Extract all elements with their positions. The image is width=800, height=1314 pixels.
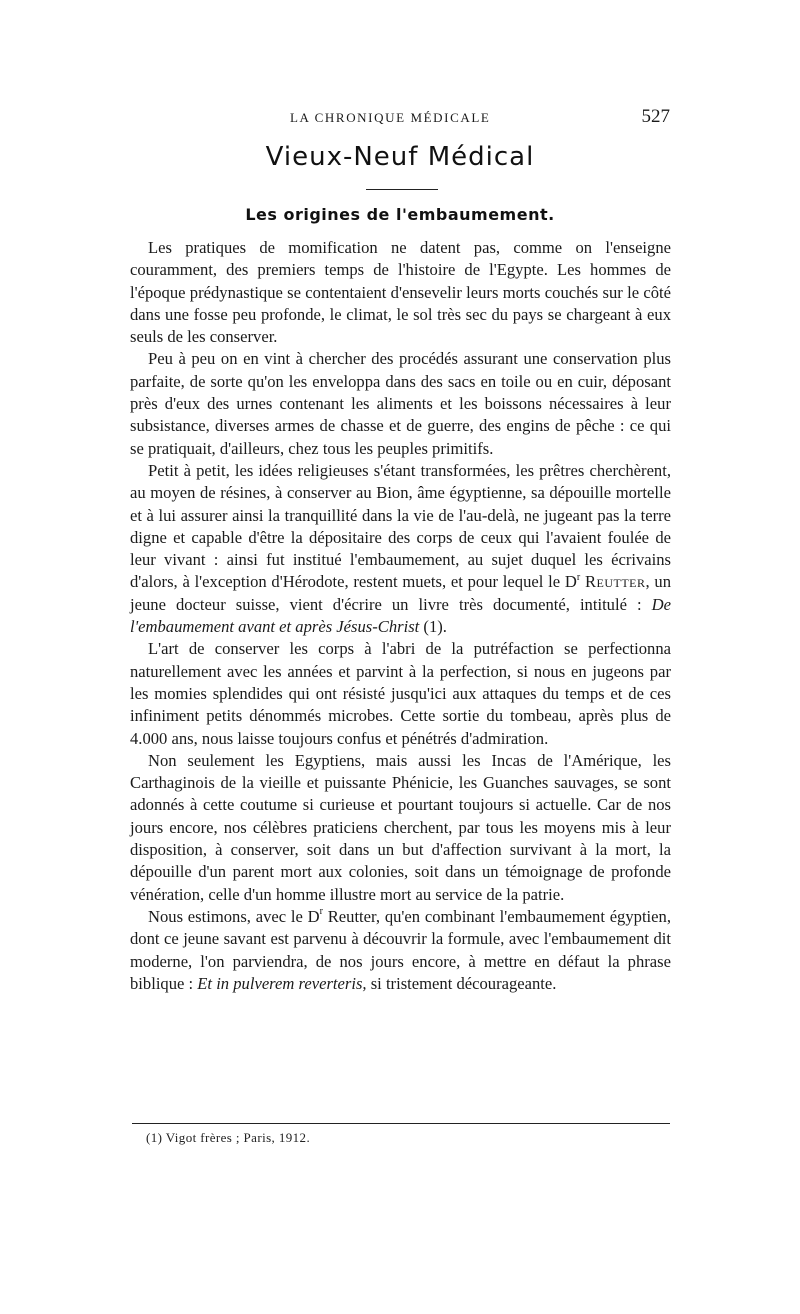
article-body (130, 237, 671, 995)
running-title: LA CHRONIQUE MÉDICALE (290, 110, 491, 125)
latin-quote: Et in pulverem reverteris, (197, 973, 367, 993)
author-name: Reutter (584, 572, 646, 592)
footnote-reference: (1). (419, 617, 447, 637)
book-title: De l'embaumement avant et après Jésus-Christ (130, 594, 671, 637)
paragraph-2: Peu à peu on en vint à chercher des procédés assurant une conservation plus parfaite, de sorte qu'on les enveloppa dans des sacs en toile ou en cuir, déposant près d'eux des urnes contenant les aliments et les boissons nécessaires à leur subsistance, diverses armes de chasse et de guerre, des engins de pêche : ce qui se pratiquait, d'ailleurs, chez tous les peuples primitifs. (130, 349, 671, 458)
paragraph-4: L'art de conserver les corps à l'abri de la putréfaction se perfectionna naturellement avec les années et parvint à la perfection, si nous en jugeons par les momies splendides qui ont résisté jusqu'ici aux attaques du temps et de ces infiniment petits dénommés microbes. Cette sortie du tombeau, après plus de 4.000 ans, nous laisse toujours confus et pénétrés d'admiration. (130, 639, 671, 748)
paragraph-3 (130, 460, 671, 638)
paragraph-6-text-c: si tristement décourageante. (366, 973, 557, 993)
paragraph-5: Non seulement les Egyptiens, mais aussi les Incas de l'Amérique, les Carthaginois de la vieille et puissante Phénicie, les Guanches sauvages, se sont adonnés à cette coutume si curieuse et pourtant toujours si actuelle. Car de nos jours encore, nos célèbres praticiens cherchent, par tous les moyens mis à leur disposition, à conserver, soit dans un but d'affection survivant à la mort, la dépouille d'un parent mort aux colonies, soit dans un témoignage de profonde vénération, celle d'un homme illustre mort au service de la patrie. (130, 750, 671, 904)
doctor-abbrev-superscript: r (576, 571, 581, 583)
page-number: 527 (641, 106, 670, 127)
running-head (130, 106, 670, 130)
paragraph-6-text-a: Nous estimons, avec le D (148, 906, 320, 926)
title-rule (366, 189, 438, 190)
paragraph-1: Les pratiques de momification ne datent pas, comme on l'enseigne couramment, des premiers temps de l'histoire de l'Egypte. Les hommes de l'époque prédynastique se contentaient d'ensevelir leurs morts couchés sur le côté dans une fosse peu profonde, le climat, le sol très sec du pays se chargeant à eux seuls de les conserver. (130, 238, 671, 347)
doctor-abbrev-superscript: r (319, 906, 323, 918)
section-title: Vieux-Neuf Médical (265, 142, 535, 172)
footnote: (1) Vigot frères ; Paris, 1912. (146, 1130, 311, 1145)
paragraph-6 (130, 906, 671, 995)
article-title: Les origines de l'embaumement. (245, 205, 555, 224)
paragraph-3-text-a: Petit à petit, les idées religieuses s'étant transformées, les prêtres cherchèrent, au moyen de résines, à conserver au Bion, âme égyptienne, sa dépouille mortelle et à lui assurer ainsi la tranquillité dans la vie de l'au-delà, ne jugeant pas la terre digne et capable d'être la dépositaire des corps de ceux qui l'avaient foulée de leur vivant : ainsi fut institué l'embaumement, au sujet duquel les écrivains d'alors, à l'exception d'Hérodote, restent muets, et pour lequel le D (130, 460, 671, 592)
paragraph-6-text-b: Reutter, qu'en combinant l'embaumement égyptien, dont ce jeune savant est parvenu à découvrir la formule, avec l'embaumement dit moderne, l'on parviendra, de nos jours encore, à mettre en défaut la phrase biblique : (130, 906, 671, 993)
paragraph-3-text-b: , un jeune docteur suisse, vient d'écrire un livre très documenté, intitulé : (130, 572, 671, 614)
footnote-rule (132, 1123, 670, 1124)
